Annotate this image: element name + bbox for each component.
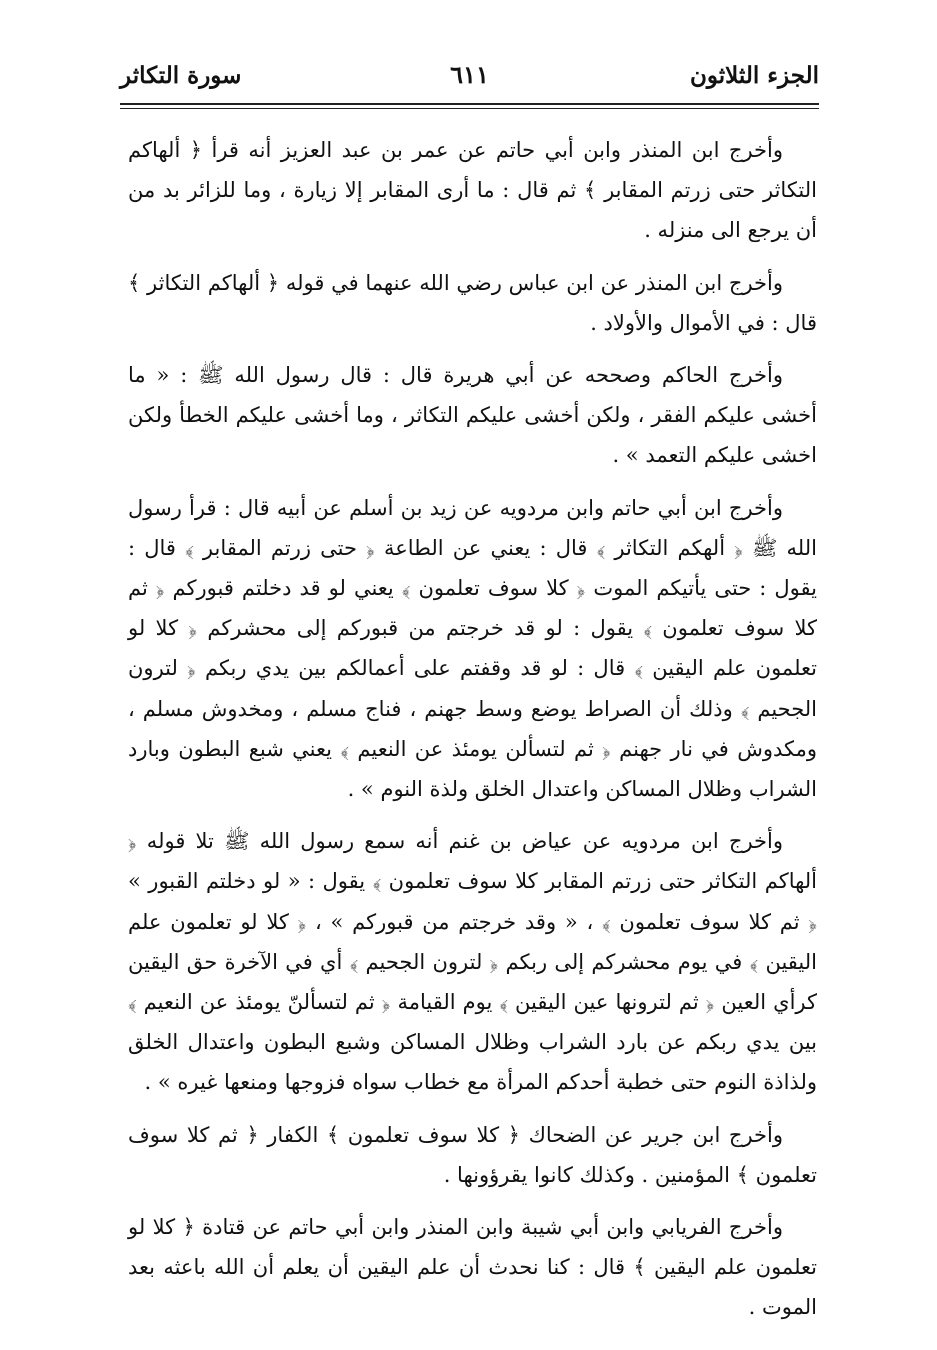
paragraph: وأخرج ابن المنذر وابن أبي حاتم عن عمر بن عبد العزيز أنه قرأ ﴿ ألهاكم التكاثر حتى زرتم المقابر ﴾ ثم قال : ما أرى المقابر إلا زيارة ، وما للزائر بد من أن يرجع الى منزله . bbox=[128, 138, 817, 243]
paragraph: وأخرج الفريابي وابن أبي شيبة وابن المنذر وابن أبي حاتم عن قتادة ﴿ كلا لو تعلمون علم اليقين ﴾ قال : كنا نحدث أن علم اليقين أن يعلم أن الله باعثه بعد الموت . bbox=[128, 1215, 817, 1320]
page-number: ٦١١ bbox=[450, 60, 489, 89]
paragraph: وأخرج ابن أبي حاتم وابن مردويه عن زيد بن أسلم عن أبيه قال : قرأ رسول الله ﷺ ﴿ ألهكم التكاثر ﴾ قال : يعني عن الطاعة ﴿ حتى زرتم المقابر ﴾ قال : يقول : حتى يأتيكم الموت ﴿ كلا سوف تعلمون ﴾ يعني لو قد دخلتم قبوركم ﴿ ثم كلا سوف تعلمون ﴾ يقول : لو قد خرجتم من قبوركم إلى محشركم ﴿ كلا لو تعلمون علم اليقين ﴾ قال : لو قد وقفتم على أعمالكم بين يدي ربكم ﴿ لترون الجحيم ﴾ وذلك أن الصراط يوضع وسط جهنم ، فناج مسلم ، ومخدوش مسلم ، ومكدوش في نار جهنم ﴿ ثم لتسألن يومئذ عن النعيم ﴾ يعني شبع البطون وبارد الشراب وظلال المساكن واعتدال الخلق ولذة النوم » . bbox=[128, 495, 817, 802]
paragraph: وأخرج ابن مردويه عن عياض بن غنم أنه سمع رسول الله ﷺ تلا قوله ﴿ ألهاكم التكاثر حتى زرتم المقابر كلا سوف تعلمون ﴾ يقول : « لو دخلتم القبور » ﴿ ثم كلا سوف تعلمون ﴾ ، « وقد خرجتم من قبوركم » ، ﴿ كلا لو تعلمون علم اليقين ﴾ في يوم محشركم إلى ربكم ﴿ لترون الجحيم ﴾ أي في الآخرة حق اليقين كرأي العين ﴿ ثم لترونها عين اليقين ﴾ يوم القيامة ﴿ ثم لتسألنّ يومئذ عن النعيم ﴾ بين يدي ربكم عن بارد الشراب وظلال المساكن وشبع البطون واعتدال الخلق ولذاذة النوم حتى خطبة أحدكم المرأة مع خطاب سواه فزوجها ومنعها غيره » . bbox=[128, 829, 817, 1095]
paragraph: وأخرج ابن جرير عن الضحاك ﴿ كلا سوف تعلمون ﴾ الكفار ﴿ ثم كلا سوف تعلمون ﴾ المؤمنين . وكذلك كانوا يقرؤونها . bbox=[128, 1122, 817, 1187]
page-body bbox=[128, 130, 817, 1340]
surah-title: سورة التكاثر bbox=[120, 62, 242, 89]
header-rule bbox=[120, 103, 819, 109]
page-header bbox=[120, 58, 819, 98]
paragraph: وأخرج ابن المنذر عن ابن عباس رضي الله عنهما في قوله ﴿ ألهاكم التكاثر ﴾ قال : في الأموال والأولاد . bbox=[128, 270, 817, 335]
paragraph: وأخرج الحاكم وصححه عن أبي هريرة قال : قال رسول الله ﷺ : « ما أخشى عليكم الفقر ، ولكن أخشى عليكم التكاثر ، وما أخشى عليكم الخطأ ولكن اخشى عليكم التعمد » . bbox=[128, 363, 817, 468]
part-title: الجزء الثلاثون bbox=[690, 62, 819, 89]
